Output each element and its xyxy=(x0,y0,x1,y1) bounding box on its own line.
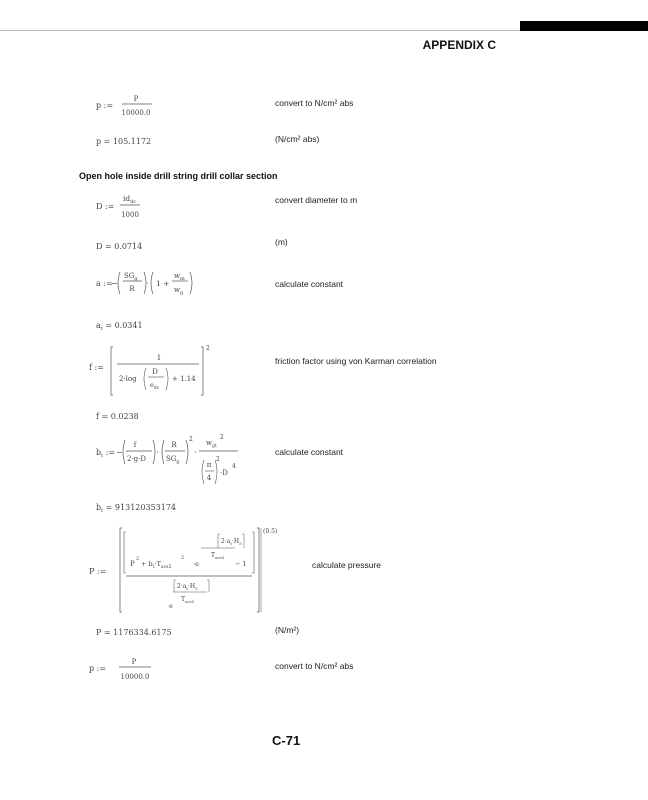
svg-text:·: · xyxy=(146,279,149,288)
four: 4 xyxy=(206,474,212,482)
t1-num: f xyxy=(133,441,137,449)
plus-term: 1 + xyxy=(156,279,170,288)
svg-text:iddc xyxy=(123,194,136,205)
t3-num: w xyxy=(206,439,212,447)
result-D: D = 0.0714 xyxy=(96,242,143,251)
log-den-sub: dc xyxy=(153,386,160,391)
note-convert-ncm2: convert to N/cm² abs xyxy=(275,98,354,108)
svg-text:bt :=: $b_t$ := xyxy=(96,448,116,459)
note-friction-factor: friction factor using von Karman correlation xyxy=(275,356,437,366)
frac1-num: SG xyxy=(124,272,135,280)
note-units-nm2: (N/m²) xyxy=(275,625,300,635)
equation-a-constant xyxy=(96,266,216,302)
eq-lhs: P := xyxy=(89,567,107,576)
t3-num-exp: 2 xyxy=(220,434,224,441)
pi-exp: 2 xyxy=(216,456,220,463)
equation-p-convert xyxy=(96,93,176,119)
frac2-num: w xyxy=(174,272,180,280)
frac1-num-sub: g xyxy=(134,276,138,282)
svg-text:bt = 913120353174: $b_t = 913120353174$ xyxy=(96,503,177,514)
plus-b-sub: t xyxy=(152,565,155,570)
t-sq-sub: avs5 xyxy=(160,565,172,570)
svg-text:wg xyxy=(174,286,184,296)
exp-num: 2·a xyxy=(221,538,231,545)
svg-text:SGg xyxy=(166,455,179,465)
svg-text:−: − xyxy=(116,448,123,457)
equation-pressure xyxy=(89,524,289,614)
svg-text:SGg xyxy=(124,272,138,282)
minus-one: − 1 xyxy=(235,560,247,568)
e-term: ·e xyxy=(193,560,199,568)
den-exp-num: 2·a xyxy=(177,583,187,590)
log-prefix: 2·log xyxy=(119,375,137,383)
t-sq-exp: 2 xyxy=(181,555,185,561)
log-num: D xyxy=(152,368,158,376)
note-calculate-constant-a: calculate constant xyxy=(275,279,344,289)
frac2-num-sub: m xyxy=(180,276,185,282)
eq-numerator-sub: dc xyxy=(130,199,137,205)
eq-numerator: P xyxy=(131,658,137,666)
t1-den: 2·g·D xyxy=(127,455,146,463)
svg-text:+ bt·Tavs5 xyxy=(141,560,171,570)
note-convert-diameter: convert diameter to m xyxy=(275,195,358,205)
exp-den: T xyxy=(211,552,216,559)
eq-lhs: p := xyxy=(96,101,114,110)
svg-text:2·at·H5: $2\cdot a_t\cdot H_5$ xyxy=(177,583,198,591)
equation-b-constant xyxy=(96,430,266,492)
note-calculate-constant-b: calculate constant xyxy=(275,447,344,457)
eq-lhs: D := xyxy=(96,202,115,211)
svg-text:wgt xyxy=(206,439,217,449)
eq-lhs-sub: t xyxy=(101,453,104,459)
t2-den: SG xyxy=(166,455,177,463)
result-b xyxy=(96,500,206,514)
plus-b: + b xyxy=(141,560,153,568)
main-exp: 2 xyxy=(136,556,140,562)
frac2-den: w xyxy=(174,286,180,294)
eq-denominator: 10000.0 xyxy=(120,673,150,681)
frac1-den: R xyxy=(129,285,135,293)
note-units-ncm2: (N/cm² abs) xyxy=(275,134,320,144)
bracket-main: P xyxy=(130,560,135,568)
t2-exp: 2 xyxy=(189,436,193,443)
frac2-den-sub: g xyxy=(180,290,184,296)
eq-lhs: p := xyxy=(89,664,107,673)
note-units-m: (m) xyxy=(275,237,288,247)
section-heading: Open hole inside drill string drill collar section xyxy=(79,171,278,181)
svg-text:Tavs5: $T_{avs5}$ xyxy=(211,552,225,560)
eq-numerator: P xyxy=(133,95,139,103)
svg-text:2·at·H5: $2\cdot a_t\cdot H_5$ xyxy=(221,538,242,546)
eq-denominator: 10000.0 xyxy=(121,109,151,117)
f-one: 1 xyxy=(156,354,162,362)
eq-numerator: id xyxy=(123,194,131,203)
t2-num: R xyxy=(171,441,177,449)
svg-text:·: · xyxy=(194,448,197,457)
t-sq: ·T xyxy=(154,560,161,568)
svg-text:·: · xyxy=(156,448,159,457)
svg-text:at = 0.0341: $a_t = 0.0341$ xyxy=(96,321,143,332)
t2-den-sub: g xyxy=(176,460,180,465)
eq-lhs: b xyxy=(96,448,102,457)
note-convert-ncm2-2: convert to N/cm² abs xyxy=(275,661,354,671)
eq-lhs: f := xyxy=(89,363,104,372)
svg-text:−: − xyxy=(111,279,118,288)
den-exp-den: T xyxy=(181,596,186,603)
page-number: C-71 xyxy=(272,733,301,748)
header-bar xyxy=(520,21,648,31)
equation-friction-factor xyxy=(89,343,219,401)
svg-text:wm xyxy=(174,272,185,282)
eq-denominator: 1000 xyxy=(121,211,139,219)
d-term: ·D xyxy=(220,469,228,477)
log-den: e xyxy=(150,381,154,389)
equation-diameter xyxy=(96,193,176,223)
t3-num-sub: gt xyxy=(212,444,217,449)
result-a xyxy=(96,318,186,332)
plus-const: + 1.14 xyxy=(172,375,196,383)
result-f: f = 0.0238 xyxy=(96,412,139,421)
svg-text:edc xyxy=(150,381,160,391)
appendix-label: APPENDIX C xyxy=(422,38,496,52)
svg-text:Tavs5: $T_{avs5}$ xyxy=(181,596,195,604)
result-P: P = 1176334.6175 xyxy=(96,628,172,637)
den-e: e xyxy=(169,602,173,610)
outer-exponent: (0.5) xyxy=(263,528,278,535)
f-exponent: 2 xyxy=(206,345,210,352)
result-p: p = 105.1172 xyxy=(96,137,152,146)
pi-symbol: π xyxy=(206,461,212,469)
eq-lhs: a := xyxy=(96,279,113,288)
note-calculate-pressure: calculate pressure xyxy=(312,560,381,570)
d-exp: 4 xyxy=(232,463,236,470)
equation-p-convert-2 xyxy=(89,655,169,683)
